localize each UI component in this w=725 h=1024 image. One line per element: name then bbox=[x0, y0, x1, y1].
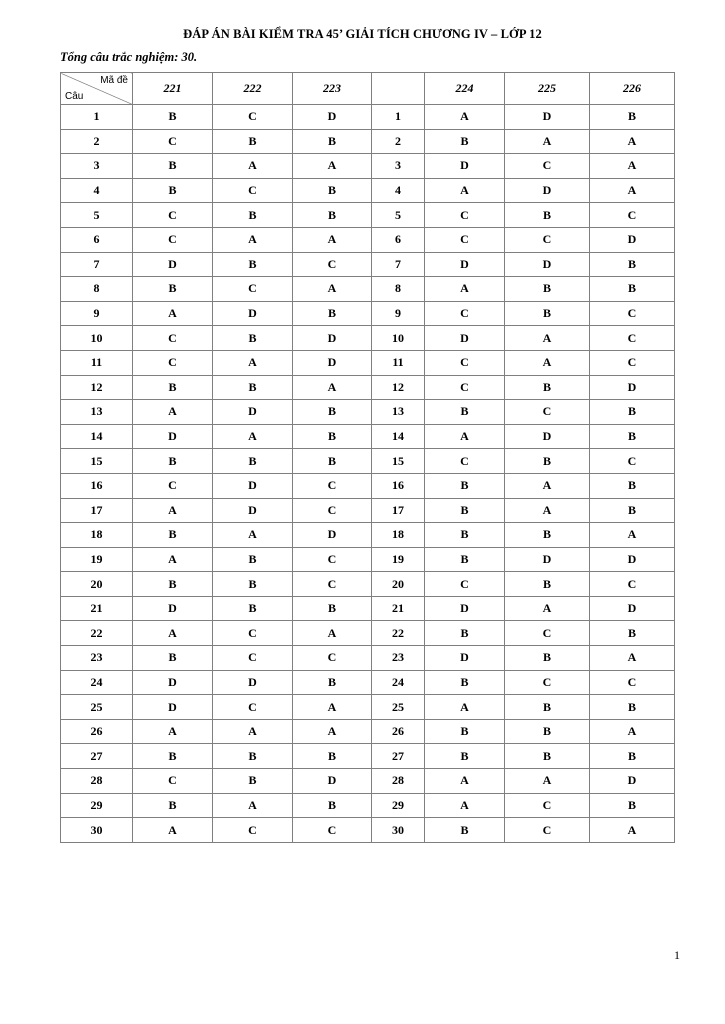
question-number-cell: 3 bbox=[61, 154, 133, 179]
answer-cell: C bbox=[293, 252, 372, 277]
answer-cell: D bbox=[293, 350, 372, 375]
answer-cell: B bbox=[505, 203, 590, 228]
answer-cell: D bbox=[213, 400, 293, 425]
exam-code-header: 223 bbox=[293, 73, 372, 105]
answer-cell: B bbox=[590, 424, 675, 449]
answer-cell: C bbox=[213, 277, 293, 302]
answer-cell: A bbox=[425, 793, 505, 818]
answer-cell: A bbox=[293, 227, 372, 252]
table-row bbox=[61, 375, 675, 400]
table-row bbox=[61, 473, 675, 498]
question-number-cell: 2 bbox=[372, 129, 425, 154]
answer-cell: A bbox=[133, 301, 213, 326]
question-number-cell: 15 bbox=[61, 449, 133, 474]
question-number-cell: 11 bbox=[61, 350, 133, 375]
answer-cell: D bbox=[213, 670, 293, 695]
question-number-cell: 21 bbox=[61, 596, 133, 621]
exam-code-header: 221 bbox=[133, 73, 213, 105]
answer-cell: B bbox=[213, 769, 293, 794]
answer-cell: A bbox=[505, 350, 590, 375]
question-number-cell: 2 bbox=[61, 129, 133, 154]
question-number-cell: 26 bbox=[372, 719, 425, 744]
question-number-cell: 12 bbox=[372, 375, 425, 400]
answer-cell: C bbox=[213, 105, 293, 130]
question-number-cell: 14 bbox=[372, 424, 425, 449]
question-number-cell: 1 bbox=[61, 105, 133, 130]
answer-cell: D bbox=[505, 547, 590, 572]
answer-cell: A bbox=[213, 154, 293, 179]
answer-cell: B bbox=[213, 744, 293, 769]
question-number-cell: 4 bbox=[61, 178, 133, 203]
answer-cell: A bbox=[590, 523, 675, 548]
answer-cell: A bbox=[133, 547, 213, 572]
question-number-cell: 19 bbox=[61, 547, 133, 572]
question-number-cell: 20 bbox=[372, 572, 425, 597]
answer-cell: D bbox=[293, 769, 372, 794]
answer-cell: D bbox=[425, 596, 505, 621]
answer-cell: B bbox=[425, 744, 505, 769]
table-row bbox=[61, 498, 675, 523]
header-row bbox=[61, 73, 675, 105]
answer-cell: C bbox=[505, 818, 590, 843]
question-number-cell: 8 bbox=[372, 277, 425, 302]
table-row bbox=[61, 154, 675, 179]
answer-cell: C bbox=[293, 646, 372, 671]
table-row bbox=[61, 203, 675, 228]
table-row bbox=[61, 646, 675, 671]
answer-rows bbox=[61, 105, 675, 843]
document-title: ĐÁP ÁN BÀI KIỂM TRA 45’ GIẢI TÍCH CHƯƠNG IV – LỚP 12 bbox=[183, 27, 542, 41]
exam-code-label: Mã đề bbox=[100, 75, 128, 86]
answer-cell: B bbox=[133, 178, 213, 203]
answer-cell: B bbox=[293, 400, 372, 425]
answer-cell: B bbox=[425, 547, 505, 572]
answer-cell: A bbox=[293, 277, 372, 302]
answer-cell: C bbox=[425, 375, 505, 400]
answer-cell: B bbox=[213, 596, 293, 621]
answer-cell: B bbox=[425, 400, 505, 425]
answer-cell: C bbox=[590, 301, 675, 326]
question-number-cell: 29 bbox=[372, 793, 425, 818]
question-number-cell: 23 bbox=[61, 646, 133, 671]
answer-cell: A bbox=[425, 178, 505, 203]
question-number-cell: 5 bbox=[61, 203, 133, 228]
answer-cell: D bbox=[293, 105, 372, 130]
question-number-cell: 10 bbox=[61, 326, 133, 351]
answer-cell: B bbox=[505, 449, 590, 474]
answer-cell: D bbox=[590, 596, 675, 621]
answer-cell: C bbox=[590, 572, 675, 597]
answer-cell: A bbox=[590, 154, 675, 179]
question-number-cell: 4 bbox=[372, 178, 425, 203]
question-number-cell: 9 bbox=[61, 301, 133, 326]
question-number-cell: 16 bbox=[372, 473, 425, 498]
table-row bbox=[61, 695, 675, 720]
table-row bbox=[61, 793, 675, 818]
question-number-cell: 23 bbox=[372, 646, 425, 671]
answer-cell: C bbox=[133, 326, 213, 351]
answer-cell: B bbox=[505, 695, 590, 720]
question-number-cell: 7 bbox=[372, 252, 425, 277]
answer-cell: B bbox=[505, 646, 590, 671]
question-count: Tổng câu trắc nghiệm: 30. bbox=[60, 50, 198, 64]
question-number-cell: 12 bbox=[61, 375, 133, 400]
answer-cell: A bbox=[133, 719, 213, 744]
question-number-cell: 10 bbox=[372, 326, 425, 351]
answer-cell: B bbox=[133, 154, 213, 179]
answer-cell: D bbox=[133, 252, 213, 277]
question-number-cell: 30 bbox=[61, 818, 133, 843]
table-row bbox=[61, 129, 675, 154]
answer-cell: B bbox=[590, 400, 675, 425]
answer-cell: C bbox=[505, 400, 590, 425]
question-number-cell: 24 bbox=[372, 670, 425, 695]
question-number-cell: 28 bbox=[372, 769, 425, 794]
answer-cell: B bbox=[425, 818, 505, 843]
answer-cell: D bbox=[505, 105, 590, 130]
question-number-cell: 13 bbox=[372, 400, 425, 425]
answer-cell: B bbox=[425, 670, 505, 695]
answer-cell: A bbox=[133, 818, 213, 843]
answer-cell: C bbox=[425, 572, 505, 597]
answer-cell: B bbox=[293, 744, 372, 769]
answer-cell: B bbox=[590, 252, 675, 277]
answer-cell: C bbox=[133, 769, 213, 794]
answer-cell: A bbox=[133, 621, 213, 646]
answer-cell: B bbox=[425, 523, 505, 548]
answer-cell: A bbox=[425, 105, 505, 130]
answer-cell: C bbox=[590, 326, 675, 351]
answer-cell: D bbox=[425, 326, 505, 351]
answer-cell: B bbox=[505, 719, 590, 744]
question-number-cell: 26 bbox=[61, 719, 133, 744]
question-number-cell: 13 bbox=[61, 400, 133, 425]
answer-cell: B bbox=[133, 449, 213, 474]
answer-cell: C bbox=[133, 129, 213, 154]
question-number-cell: 9 bbox=[372, 301, 425, 326]
answer-cell: C bbox=[505, 154, 590, 179]
answer-cell: B bbox=[213, 375, 293, 400]
question-number-cell: 30 bbox=[372, 818, 425, 843]
question-number-cell: 21 bbox=[372, 596, 425, 621]
answer-cell: B bbox=[293, 301, 372, 326]
answer-cell: A bbox=[505, 473, 590, 498]
answer-cell: A bbox=[590, 129, 675, 154]
answer-cell: A bbox=[505, 769, 590, 794]
answer-cell: D bbox=[133, 670, 213, 695]
answer-cell: A bbox=[590, 646, 675, 671]
answer-cell: D bbox=[293, 326, 372, 351]
answer-cell: B bbox=[425, 129, 505, 154]
answer-cell: C bbox=[590, 350, 675, 375]
question-label: Câu bbox=[65, 91, 84, 102]
answer-cell: C bbox=[590, 449, 675, 474]
answer-cell: A bbox=[213, 793, 293, 818]
table-row bbox=[61, 400, 675, 425]
answer-cell: B bbox=[133, 277, 213, 302]
answer-cell: B bbox=[505, 375, 590, 400]
answer-cell: D bbox=[590, 227, 675, 252]
answer-cell: D bbox=[505, 252, 590, 277]
question-number-cell: 6 bbox=[61, 227, 133, 252]
answer-cell: C bbox=[590, 203, 675, 228]
answer-cell: C bbox=[425, 203, 505, 228]
answer-cell: A bbox=[505, 596, 590, 621]
question-number-cell: 11 bbox=[372, 350, 425, 375]
answer-cell: C bbox=[505, 670, 590, 695]
table-row bbox=[61, 818, 675, 843]
answer-cell: B bbox=[213, 572, 293, 597]
question-number-cell: 15 bbox=[372, 449, 425, 474]
answer-cell: B bbox=[590, 277, 675, 302]
answer-cell: A bbox=[425, 277, 505, 302]
answer-cell: B bbox=[133, 105, 213, 130]
answer-cell: B bbox=[425, 473, 505, 498]
answer-cell: B bbox=[505, 301, 590, 326]
answer-cell: D bbox=[505, 424, 590, 449]
answer-cell: B bbox=[590, 105, 675, 130]
table-row bbox=[61, 744, 675, 769]
answer-key-table bbox=[60, 72, 675, 843]
question-number-cell: 5 bbox=[372, 203, 425, 228]
answer-cell: A bbox=[133, 498, 213, 523]
answer-cell: B bbox=[590, 793, 675, 818]
corner-header-cell bbox=[61, 73, 133, 105]
answer-cell: A bbox=[133, 400, 213, 425]
answer-cell: A bbox=[505, 326, 590, 351]
question-number-cell: 27 bbox=[61, 744, 133, 769]
table-row bbox=[61, 547, 675, 572]
answer-cell: C bbox=[133, 473, 213, 498]
answer-cell: A bbox=[505, 129, 590, 154]
table-row bbox=[61, 449, 675, 474]
answer-cell: B bbox=[133, 523, 213, 548]
question-number-cell: 25 bbox=[61, 695, 133, 720]
answer-cell: A bbox=[213, 523, 293, 548]
question-number-cell: 25 bbox=[372, 695, 425, 720]
page-number: 1 bbox=[674, 948, 680, 962]
answer-cell: B bbox=[293, 793, 372, 818]
answer-cell: D bbox=[133, 695, 213, 720]
answer-cell: C bbox=[133, 350, 213, 375]
answer-cell: C bbox=[425, 449, 505, 474]
answer-cell: C bbox=[505, 227, 590, 252]
question-number-cell: 19 bbox=[372, 547, 425, 572]
answer-cell: A bbox=[213, 350, 293, 375]
table-row bbox=[61, 350, 675, 375]
question-number-cell: 22 bbox=[372, 621, 425, 646]
answer-cell: D bbox=[505, 178, 590, 203]
answer-cell: A bbox=[590, 719, 675, 744]
answer-cell: B bbox=[213, 129, 293, 154]
exam-code-header: 224 bbox=[425, 73, 505, 105]
answer-cell: A bbox=[425, 695, 505, 720]
answer-cell: B bbox=[213, 449, 293, 474]
answer-cell: C bbox=[425, 301, 505, 326]
answer-cell: B bbox=[425, 498, 505, 523]
answer-cell: C bbox=[505, 793, 590, 818]
answer-cell: C bbox=[213, 178, 293, 203]
answer-cell: B bbox=[425, 621, 505, 646]
answer-cell: B bbox=[293, 449, 372, 474]
answer-cell: B bbox=[213, 252, 293, 277]
question-number-cell: 20 bbox=[61, 572, 133, 597]
answer-cell: A bbox=[425, 424, 505, 449]
answer-cell: C bbox=[293, 818, 372, 843]
answer-cell: C bbox=[293, 547, 372, 572]
question-number-cell: 16 bbox=[61, 473, 133, 498]
answer-cell: B bbox=[213, 203, 293, 228]
answer-cell: C bbox=[505, 621, 590, 646]
answer-cell: B bbox=[133, 793, 213, 818]
question-number-cell: 24 bbox=[61, 670, 133, 695]
answer-cell: C bbox=[133, 227, 213, 252]
answer-cell: D bbox=[293, 523, 372, 548]
answer-cell: B bbox=[590, 621, 675, 646]
table-row bbox=[61, 277, 675, 302]
answer-cell: A bbox=[293, 719, 372, 744]
answer-cell: A bbox=[213, 227, 293, 252]
table-row bbox=[61, 596, 675, 621]
table-row bbox=[61, 719, 675, 744]
answer-cell: D bbox=[425, 646, 505, 671]
question-number-cell: 7 bbox=[61, 252, 133, 277]
answer-cell: B bbox=[505, 572, 590, 597]
answer-cell: B bbox=[505, 523, 590, 548]
answer-cell: B bbox=[133, 375, 213, 400]
table-row bbox=[61, 326, 675, 351]
answer-cell: C bbox=[213, 621, 293, 646]
table-row bbox=[61, 621, 675, 646]
answer-cell: D bbox=[425, 154, 505, 179]
answer-cell: D bbox=[590, 375, 675, 400]
question-number-cell: 1 bbox=[372, 105, 425, 130]
answer-cell: D bbox=[425, 252, 505, 277]
answer-cell: B bbox=[293, 129, 372, 154]
table-row bbox=[61, 301, 675, 326]
exam-code-header: 225 bbox=[505, 73, 590, 105]
answer-cell: B bbox=[213, 547, 293, 572]
answer-cell: D bbox=[590, 769, 675, 794]
answer-cell: A bbox=[590, 178, 675, 203]
answer-cell: B bbox=[425, 719, 505, 744]
answer-cell: B bbox=[590, 473, 675, 498]
table-row bbox=[61, 105, 675, 130]
answer-cell: A bbox=[213, 719, 293, 744]
answer-cell: B bbox=[133, 744, 213, 769]
answer-cell: D bbox=[133, 596, 213, 621]
answer-cell: C bbox=[133, 203, 213, 228]
answer-cell: C bbox=[293, 473, 372, 498]
table-row bbox=[61, 769, 675, 794]
table-row bbox=[61, 670, 675, 695]
answer-cell: D bbox=[213, 498, 293, 523]
table-row bbox=[61, 424, 675, 449]
exam-code-header: 226 bbox=[590, 73, 675, 105]
table-row bbox=[61, 227, 675, 252]
blank-header bbox=[372, 73, 425, 105]
answer-cell: B bbox=[133, 572, 213, 597]
answer-cell: B bbox=[213, 326, 293, 351]
table-row bbox=[61, 572, 675, 597]
answer-cell: C bbox=[293, 498, 372, 523]
answer-cell: D bbox=[213, 473, 293, 498]
answer-cell: D bbox=[590, 547, 675, 572]
answer-cell: C bbox=[293, 572, 372, 597]
answer-cell: C bbox=[425, 227, 505, 252]
answer-cell: B bbox=[505, 277, 590, 302]
question-number-cell: 17 bbox=[372, 498, 425, 523]
answer-cell: A bbox=[505, 498, 590, 523]
answer-cell: A bbox=[293, 154, 372, 179]
answer-cell: B bbox=[590, 498, 675, 523]
question-number-cell: 18 bbox=[372, 523, 425, 548]
answer-cell: A bbox=[293, 375, 372, 400]
answer-cell: B bbox=[293, 596, 372, 621]
answer-cell: B bbox=[293, 424, 372, 449]
answer-cell: A bbox=[213, 424, 293, 449]
table-row bbox=[61, 252, 675, 277]
answer-cell: B bbox=[505, 744, 590, 769]
answer-cell: B bbox=[293, 203, 372, 228]
question-number-cell: 3 bbox=[372, 154, 425, 179]
exam-code-header: 222 bbox=[213, 73, 293, 105]
question-number-cell: 27 bbox=[372, 744, 425, 769]
answer-cell: D bbox=[213, 301, 293, 326]
question-number-cell: 14 bbox=[61, 424, 133, 449]
question-number-cell: 18 bbox=[61, 523, 133, 548]
answer-cell: A bbox=[425, 769, 505, 794]
answer-cell: C bbox=[213, 818, 293, 843]
answer-cell: B bbox=[133, 646, 213, 671]
table-row bbox=[61, 178, 675, 203]
question-number-cell: 6 bbox=[372, 227, 425, 252]
answer-cell: B bbox=[293, 670, 372, 695]
answer-cell: C bbox=[590, 670, 675, 695]
answer-cell: D bbox=[133, 424, 213, 449]
table-row bbox=[61, 523, 675, 548]
answer-cell: C bbox=[213, 646, 293, 671]
question-number-cell: 8 bbox=[61, 277, 133, 302]
answer-cell: A bbox=[293, 695, 372, 720]
answer-cell: C bbox=[425, 350, 505, 375]
answer-cell: A bbox=[590, 818, 675, 843]
answer-cell: C bbox=[213, 695, 293, 720]
answer-cell: B bbox=[293, 178, 372, 203]
question-number-cell: 17 bbox=[61, 498, 133, 523]
question-number-cell: 22 bbox=[61, 621, 133, 646]
answer-cell: B bbox=[590, 744, 675, 769]
answer-cell: A bbox=[293, 621, 372, 646]
question-number-cell: 28 bbox=[61, 769, 133, 794]
question-number-cell: 29 bbox=[61, 793, 133, 818]
answer-cell: B bbox=[590, 695, 675, 720]
